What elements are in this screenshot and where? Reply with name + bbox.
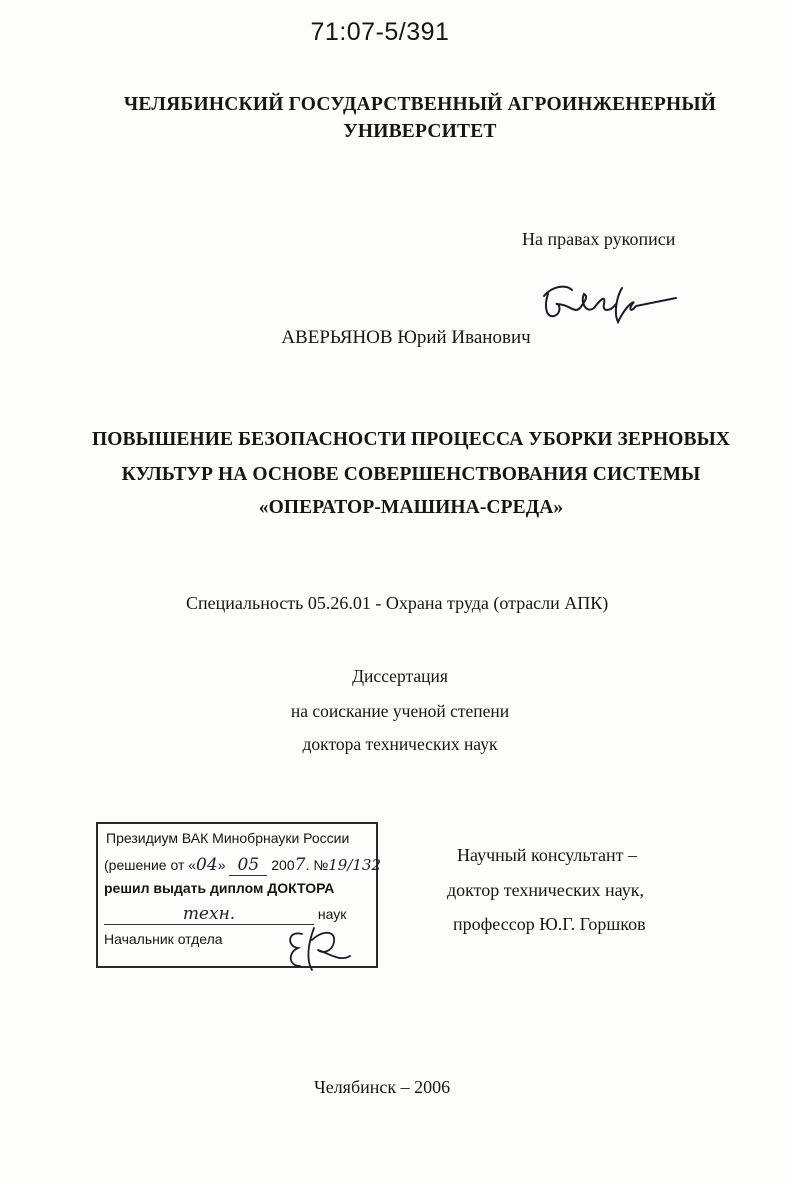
vak-stamp	[96, 822, 382, 968]
stamp-line1: Президиум ВАК Минобрнауки России	[106, 830, 350, 846]
title-line2: КУЛЬТУР НА ОСНОВЕ СОВЕРШЕНСТВОВАНИЯ СИСТЕМЫ	[121, 464, 701, 485]
dissertation-line2: на соискание ученой степени	[290, 701, 510, 721]
stamp-day: 04	[196, 855, 218, 875]
title-line3: «ОПЕРАТОР-МАШИНА-СРЕДА»	[258, 497, 564, 518]
dissertation-line3: доктора технических наук	[302, 734, 498, 754]
stamp-decision-line	[104, 855, 381, 876]
stamp-nauk: наук	[317, 906, 347, 922]
stamp-month: 05	[229, 855, 267, 876]
author-signature	[530, 274, 680, 334]
consultant-line1: Научный консультант –	[457, 845, 637, 865]
stamp-decision-prefix: (решение от «	[104, 857, 197, 873]
consultant-line3: профессор Ю.Г. Горшков	[453, 914, 646, 934]
stamp-quote-close: »	[217, 857, 226, 873]
stamp-signature	[278, 916, 358, 976]
library-code: 71:07-5/391	[310, 18, 450, 46]
stamp-number: 19/132	[328, 856, 382, 874]
dissertation-line1: Диссертация	[352, 666, 448, 686]
stamp-year-digit: 7	[294, 855, 306, 875]
stamp-line3: решил выдать диплом ДОКТОРА	[104, 880, 335, 896]
rights-note: На правах рукописи	[522, 229, 676, 249]
stamp-year-prefix: 200	[271, 857, 295, 873]
university-name-line2: УНИВЕРСИТЕТ	[343, 121, 497, 142]
consultant-line2: доктор технических наук,	[447, 880, 644, 900]
university-name-line1: ЧЕЛЯБИНСКИЙ ГОСУДАРСТВЕННЫЙ АГРОИНЖЕНЕРНЫЙ	[123, 94, 717, 115]
stamp-head-title: Начальник отдела	[104, 931, 223, 947]
stamp-number-prefix: . №	[305, 857, 329, 873]
title-line1: ПОВЫШЕНИЕ БЕЗОПАСНОСТИ ПРОЦЕССА УБОРКИ ЗЕРНОВЫХ	[91, 429, 731, 450]
stamp-field: техн.	[104, 904, 314, 925]
author-name: АВЕРЬЯНОВ Юрий Иванович	[281, 327, 531, 348]
city-year: Челябинск – 2006	[314, 1077, 451, 1097]
specialty: Специальность 05.26.01 - Охрана труда (отрасли АПК)	[186, 593, 609, 613]
